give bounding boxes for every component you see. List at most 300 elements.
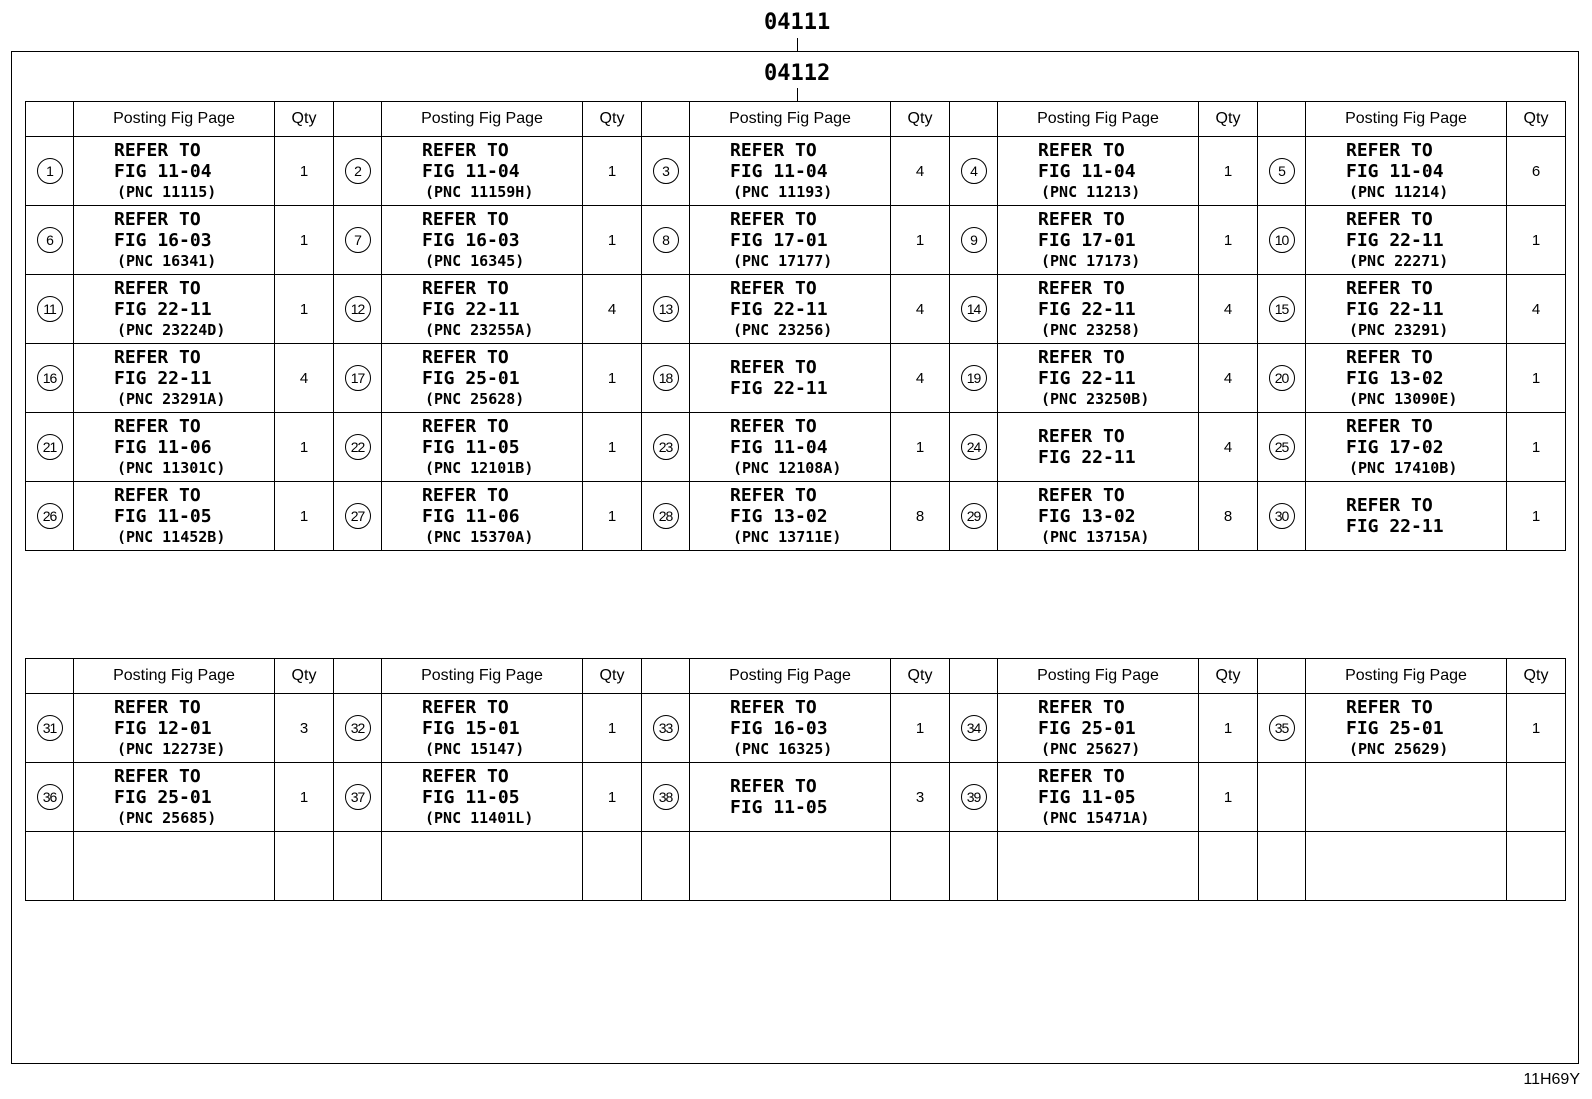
refer-to-text: REFER TO bbox=[114, 766, 201, 787]
qty-cell: 4 bbox=[891, 137, 950, 206]
posting-fig-page-cell bbox=[382, 344, 583, 413]
refer-to-text: REFER TO bbox=[730, 776, 817, 797]
item-index-cell bbox=[26, 763, 74, 832]
posting-fig-page-cell bbox=[998, 344, 1199, 413]
qty-cell: 1 bbox=[275, 137, 334, 206]
posting-fig-page-cell bbox=[690, 344, 891, 413]
header-posting-fig-page: Posting Fig Page bbox=[690, 659, 891, 694]
pnc-number: (PNC 15370A) bbox=[425, 528, 534, 546]
pnc-number: (PNC 11214) bbox=[1349, 183, 1449, 201]
header-qty: Qty bbox=[1199, 102, 1258, 137]
item-number-badge: 20 bbox=[1269, 365, 1295, 391]
qty-cell: 1 bbox=[1507, 413, 1566, 482]
header-posting-fig-page: Posting Fig Page bbox=[690, 102, 891, 137]
pnc-number: (PNC 16345) bbox=[425, 252, 525, 270]
refer-to-text: REFER TO bbox=[730, 209, 817, 230]
refer-to-text: REFER TO bbox=[114, 347, 201, 368]
header-index-cell bbox=[950, 659, 998, 694]
item-index-cell bbox=[26, 482, 74, 551]
item-index-cell bbox=[950, 137, 998, 206]
refer-to-text: REFER TO bbox=[1346, 495, 1433, 516]
qty-cell bbox=[275, 832, 334, 901]
qty-cell bbox=[891, 832, 950, 901]
qty-cell: 8 bbox=[1199, 482, 1258, 551]
posting-fig-page-cell bbox=[998, 832, 1199, 901]
item-index-cell bbox=[1258, 206, 1306, 275]
fig-reference: FIG 11-04 bbox=[1346, 161, 1444, 182]
refer-to-text: REFER TO bbox=[114, 140, 201, 161]
qty-cell: 1 bbox=[583, 763, 642, 832]
header-posting-fig-page: Posting Fig Page bbox=[382, 102, 583, 137]
item-index-cell bbox=[334, 344, 382, 413]
item-index-cell bbox=[26, 275, 74, 344]
qty-cell: 1 bbox=[1507, 482, 1566, 551]
qty-cell: 3 bbox=[275, 694, 334, 763]
refer-to-text: REFER TO bbox=[114, 485, 201, 506]
table-row bbox=[26, 413, 1566, 482]
header-index-cell bbox=[1258, 102, 1306, 137]
refer-to-text: REFER TO bbox=[1038, 209, 1125, 230]
header-posting-fig-page: Posting Fig Page bbox=[998, 102, 1199, 137]
item-number-badge: 9 bbox=[961, 227, 987, 253]
reference-table-1 bbox=[25, 101, 1566, 551]
item-number-badge: 17 bbox=[345, 365, 371, 391]
posting-fig-page-cell bbox=[690, 206, 891, 275]
posting-fig-page-cell bbox=[690, 694, 891, 763]
posting-fig-page-cell bbox=[1306, 206, 1507, 275]
header-posting-fig-page: Posting Fig Page bbox=[74, 659, 275, 694]
qty-cell: 1 bbox=[1199, 694, 1258, 763]
table-row bbox=[26, 137, 1566, 206]
table-row bbox=[26, 694, 1566, 763]
header-posting-fig-page: Posting Fig Page bbox=[74, 102, 275, 137]
header-qty: Qty bbox=[891, 659, 950, 694]
posting-fig-page-cell bbox=[74, 413, 275, 482]
posting-fig-page-cell bbox=[382, 137, 583, 206]
fig-reference: FIG 13-02 bbox=[1038, 506, 1136, 527]
item-index-cell bbox=[1258, 344, 1306, 413]
illustration-code: 11H69Y bbox=[1523, 1071, 1580, 1088]
fig-reference: FIG 11-06 bbox=[114, 437, 212, 458]
item-number-badge: 31 bbox=[37, 715, 63, 741]
item-index-cell bbox=[334, 832, 382, 901]
fig-reference: FIG 22-11 bbox=[114, 299, 212, 320]
pnc-number: (PNC 11452B) bbox=[117, 528, 226, 546]
fig-reference: FIG 25-01 bbox=[422, 368, 520, 389]
table-header-row bbox=[26, 102, 1566, 137]
qty-cell: 1 bbox=[1199, 763, 1258, 832]
refer-to-text: REFER TO bbox=[1038, 140, 1125, 161]
qty-cell: 1 bbox=[1507, 344, 1566, 413]
item-index-cell bbox=[642, 206, 690, 275]
pnc-number: (PNC 11213) bbox=[1041, 183, 1141, 201]
posting-fig-page-cell bbox=[1306, 482, 1507, 551]
table-row bbox=[26, 763, 1566, 832]
item-index-cell bbox=[642, 275, 690, 344]
posting-fig-page-cell bbox=[74, 206, 275, 275]
refer-to-text: REFER TO bbox=[422, 209, 509, 230]
refer-to-text: REFER TO bbox=[422, 485, 509, 506]
qty-cell: 1 bbox=[275, 482, 334, 551]
qty-cell bbox=[1199, 832, 1258, 901]
qty-cell: 1 bbox=[275, 275, 334, 344]
fig-reference: FIG 11-04 bbox=[1038, 161, 1136, 182]
fig-reference: FIG 22-11 bbox=[1346, 516, 1444, 537]
qty-cell: 4 bbox=[1199, 413, 1258, 482]
pnc-number: (PNC 17173) bbox=[1041, 252, 1141, 270]
item-index-cell bbox=[950, 482, 998, 551]
pnc-number: (PNC 25685) bbox=[117, 809, 217, 827]
posting-fig-page-cell bbox=[690, 763, 891, 832]
header-qty: Qty bbox=[275, 659, 334, 694]
fig-reference: FIG 22-11 bbox=[1346, 299, 1444, 320]
item-number-badge: 36 bbox=[37, 784, 63, 810]
posting-fig-page-cell bbox=[690, 413, 891, 482]
item-index-cell bbox=[334, 275, 382, 344]
pnc-number: (PNC 15471A) bbox=[1041, 809, 1150, 827]
header-posting-fig-page: Posting Fig Page bbox=[382, 659, 583, 694]
fig-reference: FIG 16-03 bbox=[730, 718, 828, 739]
posting-fig-page-cell bbox=[690, 275, 891, 344]
item-number-badge: 22 bbox=[345, 434, 371, 460]
refer-to-text: REFER TO bbox=[114, 416, 201, 437]
item-number-badge: 11 bbox=[37, 296, 63, 322]
qty-cell: 4 bbox=[1199, 275, 1258, 344]
refer-to-text: REFER TO bbox=[1038, 426, 1125, 447]
item-number-badge: 19 bbox=[961, 365, 987, 391]
qty-cell: 4 bbox=[1199, 344, 1258, 413]
item-number-badge: 8 bbox=[653, 227, 679, 253]
item-index-cell bbox=[334, 694, 382, 763]
pnc-number: (PNC 12101B) bbox=[425, 459, 534, 477]
leader-line-outer bbox=[797, 38, 798, 51]
qty-cell bbox=[583, 832, 642, 901]
pnc-number: (PNC 25627) bbox=[1041, 740, 1141, 758]
item-index-cell bbox=[26, 694, 74, 763]
qty-cell: 1 bbox=[1507, 206, 1566, 275]
item-index-cell bbox=[1258, 137, 1306, 206]
pnc-number: (PNC 23255A) bbox=[425, 321, 534, 339]
item-index-cell bbox=[1258, 413, 1306, 482]
pnc-number: (PNC 16341) bbox=[117, 252, 217, 270]
fig-reference: FIG 11-04 bbox=[422, 161, 520, 182]
item-index-cell bbox=[642, 763, 690, 832]
item-index-cell bbox=[642, 694, 690, 763]
item-number-badge: 3 bbox=[653, 158, 679, 184]
posting-fig-page-cell bbox=[74, 832, 275, 901]
item-index-cell bbox=[642, 832, 690, 901]
posting-fig-page-cell bbox=[690, 832, 891, 901]
posting-fig-page-cell bbox=[998, 137, 1199, 206]
pnc-number: (PNC 13090E) bbox=[1349, 390, 1458, 408]
qty-cell: 6 bbox=[1507, 137, 1566, 206]
qty-cell: 1 bbox=[891, 206, 950, 275]
posting-fig-page-cell bbox=[998, 206, 1199, 275]
posting-fig-page-cell bbox=[1306, 413, 1507, 482]
header-qty: Qty bbox=[275, 102, 334, 137]
posting-fig-page-cell bbox=[998, 482, 1199, 551]
item-index-cell bbox=[334, 206, 382, 275]
qty-cell: 1 bbox=[583, 413, 642, 482]
item-index-cell bbox=[642, 137, 690, 206]
qty-cell: 1 bbox=[583, 694, 642, 763]
posting-fig-page-cell bbox=[998, 763, 1199, 832]
pnc-number: (PNC 17177) bbox=[733, 252, 833, 270]
header-qty: Qty bbox=[583, 659, 642, 694]
pnc-number: (PNC 23291A) bbox=[117, 390, 226, 408]
posting-fig-page-cell bbox=[1306, 832, 1507, 901]
refer-to-text: REFER TO bbox=[730, 140, 817, 161]
item-number-badge: 34 bbox=[961, 715, 987, 741]
item-number-badge: 29 bbox=[961, 503, 987, 529]
pnc-number: (PNC 11159H) bbox=[425, 183, 534, 201]
pnc-number: (PNC 23224D) bbox=[117, 321, 226, 339]
qty-cell: 8 bbox=[891, 482, 950, 551]
item-number-badge: 1 bbox=[37, 158, 63, 184]
item-number-badge: 10 bbox=[1269, 227, 1295, 253]
item-number-badge: 35 bbox=[1269, 715, 1295, 741]
posting-fig-page-cell bbox=[690, 137, 891, 206]
fig-reference: FIG 25-01 bbox=[1038, 718, 1136, 739]
fig-reference: FIG 22-11 bbox=[730, 378, 828, 399]
refer-to-text: REFER TO bbox=[730, 278, 817, 299]
reference-table-2 bbox=[25, 658, 1566, 901]
item-index-cell bbox=[26, 832, 74, 901]
posting-fig-page-cell bbox=[1306, 763, 1507, 832]
refer-to-text: REFER TO bbox=[1346, 697, 1433, 718]
pnc-number: (PNC 23291) bbox=[1349, 321, 1449, 339]
fig-reference: FIG 22-11 bbox=[1346, 230, 1444, 251]
pnc-number: (PNC 23250B) bbox=[1041, 390, 1150, 408]
item-number-badge: 2 bbox=[345, 158, 371, 184]
posting-fig-page-cell bbox=[382, 482, 583, 551]
posting-fig-page-cell bbox=[1306, 694, 1507, 763]
fig-reference: FIG 22-11 bbox=[1038, 368, 1136, 389]
pnc-number: (PNC 25629) bbox=[1349, 740, 1449, 758]
leader-line-inner bbox=[797, 88, 798, 102]
refer-to-text: REFER TO bbox=[1346, 140, 1433, 161]
refer-to-text: REFER TO bbox=[114, 209, 201, 230]
pnc-number: (PNC 17410B) bbox=[1349, 459, 1458, 477]
fig-reference: FIG 11-05 bbox=[422, 787, 520, 808]
posting-fig-page-cell bbox=[74, 482, 275, 551]
posting-fig-page-cell bbox=[1306, 275, 1507, 344]
refer-to-text: REFER TO bbox=[422, 278, 509, 299]
refer-to-text: REFER TO bbox=[1346, 347, 1433, 368]
posting-fig-page-cell bbox=[74, 694, 275, 763]
qty-cell: 1 bbox=[583, 137, 642, 206]
refer-to-text: REFER TO bbox=[1346, 278, 1433, 299]
fig-reference: FIG 16-03 bbox=[422, 230, 520, 251]
fig-reference: FIG 11-04 bbox=[730, 437, 828, 458]
refer-to-text: REFER TO bbox=[1038, 485, 1125, 506]
item-index-cell bbox=[334, 482, 382, 551]
header-posting-fig-page: Posting Fig Page bbox=[998, 659, 1199, 694]
item-index-cell bbox=[950, 763, 998, 832]
posting-fig-page-cell bbox=[74, 275, 275, 344]
posting-fig-page-cell bbox=[690, 482, 891, 551]
qty-cell: 4 bbox=[275, 344, 334, 413]
item-index-cell bbox=[26, 344, 74, 413]
item-index-cell bbox=[642, 482, 690, 551]
qty-cell: 1 bbox=[275, 763, 334, 832]
refer-to-text: REFER TO bbox=[730, 697, 817, 718]
header-index-cell bbox=[334, 102, 382, 137]
item-index-cell bbox=[1258, 763, 1306, 832]
item-index-cell bbox=[950, 206, 998, 275]
item-number-badge: 37 bbox=[345, 784, 371, 810]
table-row bbox=[26, 275, 1566, 344]
header-qty: Qty bbox=[583, 102, 642, 137]
header-qty: Qty bbox=[891, 102, 950, 137]
refer-to-text: REFER TO bbox=[1346, 209, 1433, 230]
item-number-badge: 14 bbox=[961, 296, 987, 322]
qty-cell: 1 bbox=[583, 206, 642, 275]
pnc-number: (PNC 15147) bbox=[425, 740, 525, 758]
qty-cell: 1 bbox=[1507, 694, 1566, 763]
item-number-badge: 23 bbox=[653, 434, 679, 460]
item-number-badge: 28 bbox=[653, 503, 679, 529]
item-number-badge: 33 bbox=[653, 715, 679, 741]
fig-reference: FIG 25-01 bbox=[1346, 718, 1444, 739]
item-number-badge: 7 bbox=[345, 227, 371, 253]
item-number-badge: 25 bbox=[1269, 434, 1295, 460]
item-index-cell bbox=[1258, 694, 1306, 763]
pnc-number: (PNC 12273E) bbox=[117, 740, 226, 758]
fig-reference: FIG 22-11 bbox=[1038, 447, 1136, 468]
refer-to-text: REFER TO bbox=[1346, 416, 1433, 437]
fig-reference: FIG 11-05 bbox=[1038, 787, 1136, 808]
posting-fig-page-cell bbox=[74, 137, 275, 206]
pnc-number: (PNC 25628) bbox=[425, 390, 525, 408]
header-qty: Qty bbox=[1199, 659, 1258, 694]
fig-reference: FIG 22-11 bbox=[1038, 299, 1136, 320]
qty-cell: 1 bbox=[583, 482, 642, 551]
qty-cell: 1 bbox=[891, 694, 950, 763]
fig-reference: FIG 15-01 bbox=[422, 718, 520, 739]
posting-fig-page-cell bbox=[998, 275, 1199, 344]
table-row bbox=[26, 344, 1566, 413]
item-index-cell bbox=[26, 137, 74, 206]
posting-fig-page-cell bbox=[382, 413, 583, 482]
item-number-badge: 13 bbox=[653, 296, 679, 322]
refer-to-text: REFER TO bbox=[114, 697, 201, 718]
pnc-number: (PNC 11401L) bbox=[425, 809, 534, 827]
item-number-badge: 21 bbox=[37, 434, 63, 460]
table-row bbox=[26, 832, 1566, 901]
qty-cell: 4 bbox=[583, 275, 642, 344]
item-index-cell bbox=[950, 832, 998, 901]
item-index-cell bbox=[334, 137, 382, 206]
item-index-cell bbox=[26, 206, 74, 275]
item-index-cell bbox=[334, 763, 382, 832]
posting-fig-page-cell bbox=[1306, 344, 1507, 413]
fig-reference: FIG 22-11 bbox=[114, 368, 212, 389]
refer-to-text: REFER TO bbox=[422, 347, 509, 368]
pnc-number: (PNC 22271) bbox=[1349, 252, 1449, 270]
table-header-row bbox=[26, 659, 1566, 694]
qty-cell: 1 bbox=[891, 413, 950, 482]
posting-fig-page-cell bbox=[382, 206, 583, 275]
assembly-code-inner: 04112 bbox=[764, 61, 831, 86]
posting-fig-page-cell bbox=[382, 763, 583, 832]
fig-reference: FIG 25-01 bbox=[114, 787, 212, 808]
table-row bbox=[26, 482, 1566, 551]
fig-reference: FIG 17-01 bbox=[1038, 230, 1136, 251]
qty-cell: 1 bbox=[583, 344, 642, 413]
posting-fig-page-cell bbox=[1306, 137, 1507, 206]
refer-to-text: REFER TO bbox=[422, 416, 509, 437]
header-index-cell bbox=[950, 102, 998, 137]
header-posting-fig-page: Posting Fig Page bbox=[1306, 659, 1507, 694]
posting-fig-page-cell bbox=[382, 832, 583, 901]
posting-fig-page-cell bbox=[382, 694, 583, 763]
header-index-cell bbox=[26, 102, 74, 137]
table-row bbox=[26, 206, 1566, 275]
item-index-cell bbox=[1258, 832, 1306, 901]
pnc-number: (PNC 11193) bbox=[733, 183, 833, 201]
item-index-cell bbox=[1258, 482, 1306, 551]
item-number-badge: 5 bbox=[1269, 158, 1295, 184]
qty-cell: 1 bbox=[275, 413, 334, 482]
item-number-badge: 6 bbox=[37, 227, 63, 253]
qty-cell: 4 bbox=[891, 275, 950, 344]
pnc-number: (PNC 23256) bbox=[733, 321, 833, 339]
refer-to-text: REFER TO bbox=[1038, 347, 1125, 368]
refer-to-text: REFER TO bbox=[1038, 766, 1125, 787]
assembly-code-outer: 04111 bbox=[764, 10, 831, 35]
qty-cell: 4 bbox=[891, 344, 950, 413]
item-number-badge: 4 bbox=[961, 158, 987, 184]
item-number-badge: 30 bbox=[1269, 503, 1295, 529]
qty-cell bbox=[1507, 763, 1566, 832]
fig-reference: FIG 16-03 bbox=[114, 230, 212, 251]
fig-reference: FIG 11-05 bbox=[114, 506, 212, 527]
pnc-number: (PNC 12108A) bbox=[733, 459, 842, 477]
fig-reference: FIG 11-05 bbox=[422, 437, 520, 458]
qty-cell: 1 bbox=[1199, 137, 1258, 206]
item-index-cell bbox=[950, 413, 998, 482]
refer-to-text: REFER TO bbox=[422, 766, 509, 787]
qty-cell: 3 bbox=[891, 763, 950, 832]
header-index-cell bbox=[642, 102, 690, 137]
pnc-number: (PNC 11301C) bbox=[117, 459, 226, 477]
posting-fig-page-cell bbox=[74, 763, 275, 832]
item-index-cell bbox=[642, 344, 690, 413]
item-number-badge: 26 bbox=[37, 503, 63, 529]
fig-reference: FIG 11-05 bbox=[730, 797, 828, 818]
item-number-badge: 12 bbox=[345, 296, 371, 322]
item-index-cell bbox=[1258, 275, 1306, 344]
header-qty: Qty bbox=[1507, 102, 1566, 137]
pnc-number: (PNC 16325) bbox=[733, 740, 833, 758]
pnc-number: (PNC 13711E) bbox=[733, 528, 842, 546]
fig-reference: FIG 13-02 bbox=[730, 506, 828, 527]
header-index-cell bbox=[26, 659, 74, 694]
refer-to-text: REFER TO bbox=[730, 485, 817, 506]
fig-reference: FIG 17-01 bbox=[730, 230, 828, 251]
item-number-badge: 24 bbox=[961, 434, 987, 460]
item-number-badge: 27 bbox=[345, 503, 371, 529]
item-index-cell bbox=[26, 413, 74, 482]
item-number-badge: 18 bbox=[653, 365, 679, 391]
fig-reference: FIG 11-06 bbox=[422, 506, 520, 527]
header-index-cell bbox=[642, 659, 690, 694]
refer-to-text: REFER TO bbox=[114, 278, 201, 299]
fig-reference: FIG 11-04 bbox=[730, 161, 828, 182]
item-number-badge: 39 bbox=[961, 784, 987, 810]
item-index-cell bbox=[334, 413, 382, 482]
